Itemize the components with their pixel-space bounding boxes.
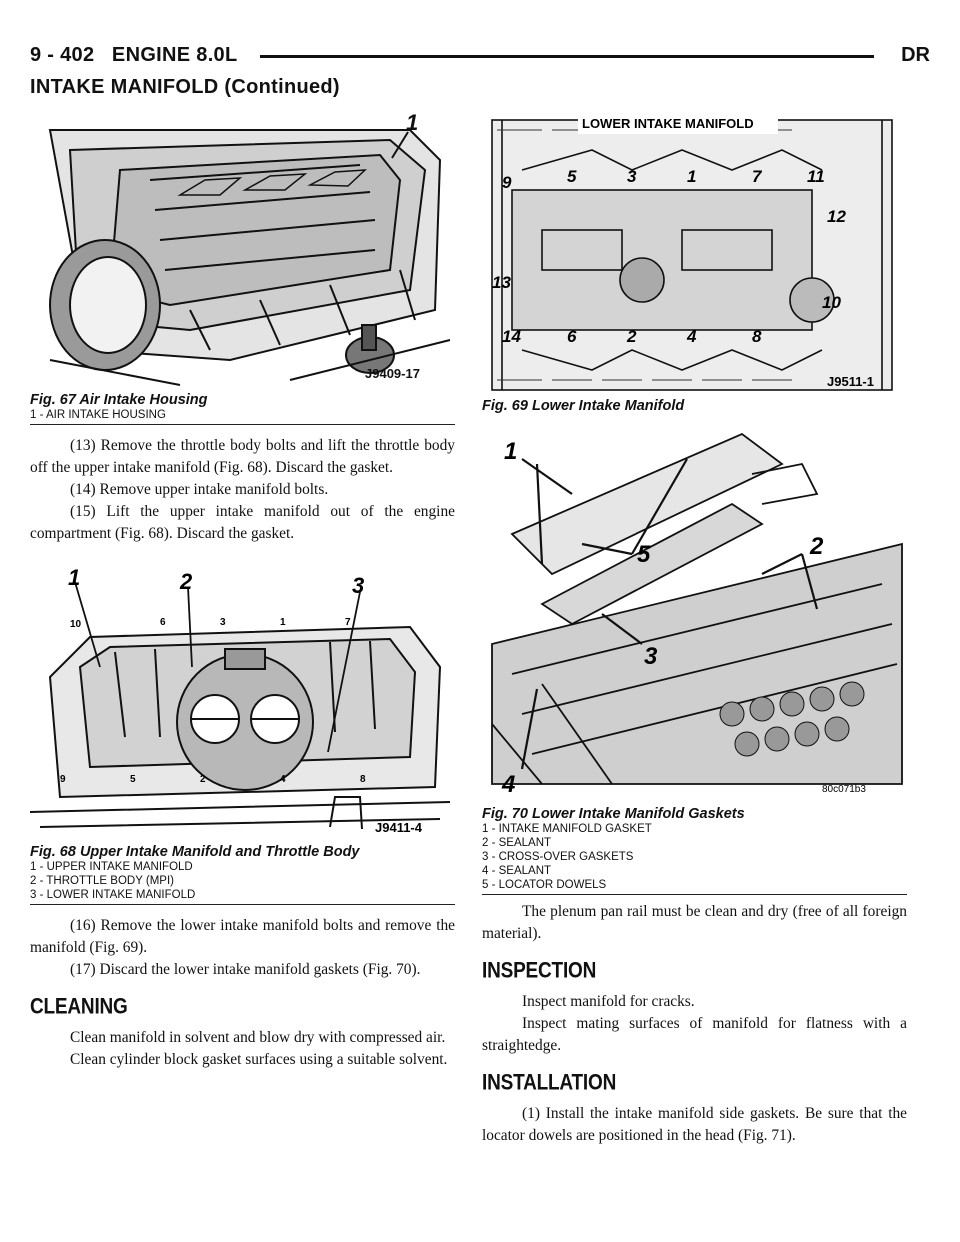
- left-column: [30, 110, 455, 1071]
- bolt-number: 3: [220, 617, 226, 628]
- procedure-step: (15) Lift the upper intake manifold out of the engine compartment (Fig. 68). Discard the gasket.: [30, 503, 455, 542]
- lower-intake-manifold-illustration: [482, 110, 907, 396]
- bolt-number: 7: [752, 167, 762, 186]
- figure-68: [30, 557, 455, 905]
- legend-item: 2 - THROTTLE BODY (MPI): [30, 875, 174, 887]
- bolt-number: 14: [502, 327, 521, 346]
- body-paragraph: The plenum pan rail must be clean and dry (free of all foreign material).: [482, 903, 907, 942]
- callout-3: 3: [644, 643, 658, 670]
- art-code: J9511-1: [827, 374, 874, 389]
- procedure-step: (17) Discard the lower intake manifold gaskets (Fig. 70).: [70, 961, 421, 978]
- header-rule: [260, 55, 874, 58]
- bolt-number: 2: [200, 774, 206, 785]
- bolt-number: 8: [360, 774, 366, 785]
- figure-69: [482, 110, 907, 414]
- callout-1: 1: [68, 565, 81, 590]
- legend-item: 3 - LOWER INTAKE MANIFOLD: [30, 889, 196, 901]
- bolt-number: 4: [687, 327, 697, 346]
- legend-item: 5 - LOCATOR DOWELS: [482, 879, 607, 891]
- callout-4: 4: [502, 771, 516, 798]
- bolt-number: 10: [822, 293, 841, 312]
- inspection-paragraph: Inspect manifold for cracks.: [522, 993, 695, 1010]
- callout-1: 1: [504, 438, 518, 465]
- callout-2: 2: [180, 569, 193, 594]
- legend-item: 1 - INTAKE MANIFOLD GASKET: [482, 823, 652, 835]
- page-header: [30, 44, 930, 74]
- bolt-number: 13: [492, 273, 511, 292]
- legend-item: 2 - SEALANT: [482, 837, 552, 849]
- vehicle-code: DR: [901, 44, 930, 66]
- callout-3: 3: [352, 573, 365, 598]
- bolt-number: 8: [752, 327, 762, 346]
- art-code: J9411-4: [375, 820, 422, 835]
- procedure-step: (13) Remove the throttle body bolts and lift the throttle body off the upper intake manifold (Fig. 68). Discard the gasket.: [30, 437, 455, 476]
- figure-70: [482, 424, 907, 895]
- legend-item: 3 - CROSS-OVER GASKETS: [482, 851, 634, 863]
- figure-caption: Fig. 67 Air Intake Housing: [30, 392, 208, 408]
- bolt-number: 9: [60, 774, 66, 785]
- bolt-number: 1: [687, 167, 697, 186]
- figure-caption: Fig. 68 Upper Intake Manifold and Throttle Body: [30, 844, 360, 860]
- manifold-label: LOWER INTAKE MANIFOLD: [582, 116, 754, 131]
- figure-caption: Fig. 70 Lower Intake Manifold Gaskets: [482, 806, 745, 822]
- installation-heading: INSTALLATION: [482, 1071, 617, 1096]
- bolt-number: 9: [502, 173, 512, 192]
- callout-2: 2: [810, 533, 824, 560]
- procedure-step: (14) Remove upper intake manifold bolts.: [70, 481, 329, 498]
- inspection-paragraph: Inspect mating surfaces of manifold for flatness with a straightedge.: [482, 1015, 907, 1054]
- cleaning-paragraph: Clean manifold in solvent and blow dry with compressed air.: [70, 1029, 446, 1046]
- bolt-number: 7: [345, 617, 351, 628]
- legend-item: 1 - UPPER INTAKE MANIFOLD: [30, 861, 193, 873]
- bolt-number: 5: [130, 774, 136, 785]
- bolt-number: 6: [160, 617, 166, 628]
- upper-intake-manifold-illustration: [30, 557, 455, 842]
- figure-caption: Fig. 69 Lower Intake Manifold: [482, 398, 685, 414]
- cleaning-heading: CLEANING: [30, 995, 128, 1020]
- callout-1: 1: [406, 110, 419, 135]
- procedure-step: (16) Remove the lower intake manifold bolts and remove the manifold (Fig. 69).: [30, 917, 455, 956]
- callout-5: 5: [637, 541, 651, 568]
- cleaning-paragraph: Clean cylinder block gasket surfaces using a suitable solvent.: [70, 1051, 448, 1068]
- air-intake-housing-illustration: [30, 110, 455, 390]
- bolt-number: 10: [70, 619, 82, 630]
- art-code: J9409-17: [365, 366, 420, 381]
- bolt-number: 1: [280, 617, 286, 628]
- figure-67: [30, 110, 455, 425]
- installation-paragraph: (1) Install the intake manifold side gaskets. Be sure that the locator dowels are positioned in the head (Fig. 71).: [482, 1105, 907, 1144]
- page-reference: 9 - 402 ENGINE 8.0L: [30, 44, 238, 66]
- lower-intake-gaskets-illustration: [482, 424, 907, 804]
- inspection-heading: INSPECTION: [482, 959, 597, 984]
- bolt-number: 11: [807, 167, 825, 186]
- bolt-number: 2: [627, 327, 637, 346]
- legend-item: 4 - SEALANT: [482, 865, 552, 877]
- bolt-number: 12: [827, 207, 846, 226]
- bolt-number: 3: [627, 167, 637, 186]
- legend-item: 1 - AIR INTAKE HOUSING: [30, 409, 166, 421]
- section-title: INTAKE MANIFOLD (Continued): [30, 76, 340, 98]
- art-code: 80c071b3: [822, 784, 866, 795]
- right-column: [482, 110, 907, 1147]
- bolt-number: 5: [567, 167, 577, 186]
- bolt-number: 4: [280, 774, 286, 785]
- bolt-number: 6: [567, 327, 577, 346]
